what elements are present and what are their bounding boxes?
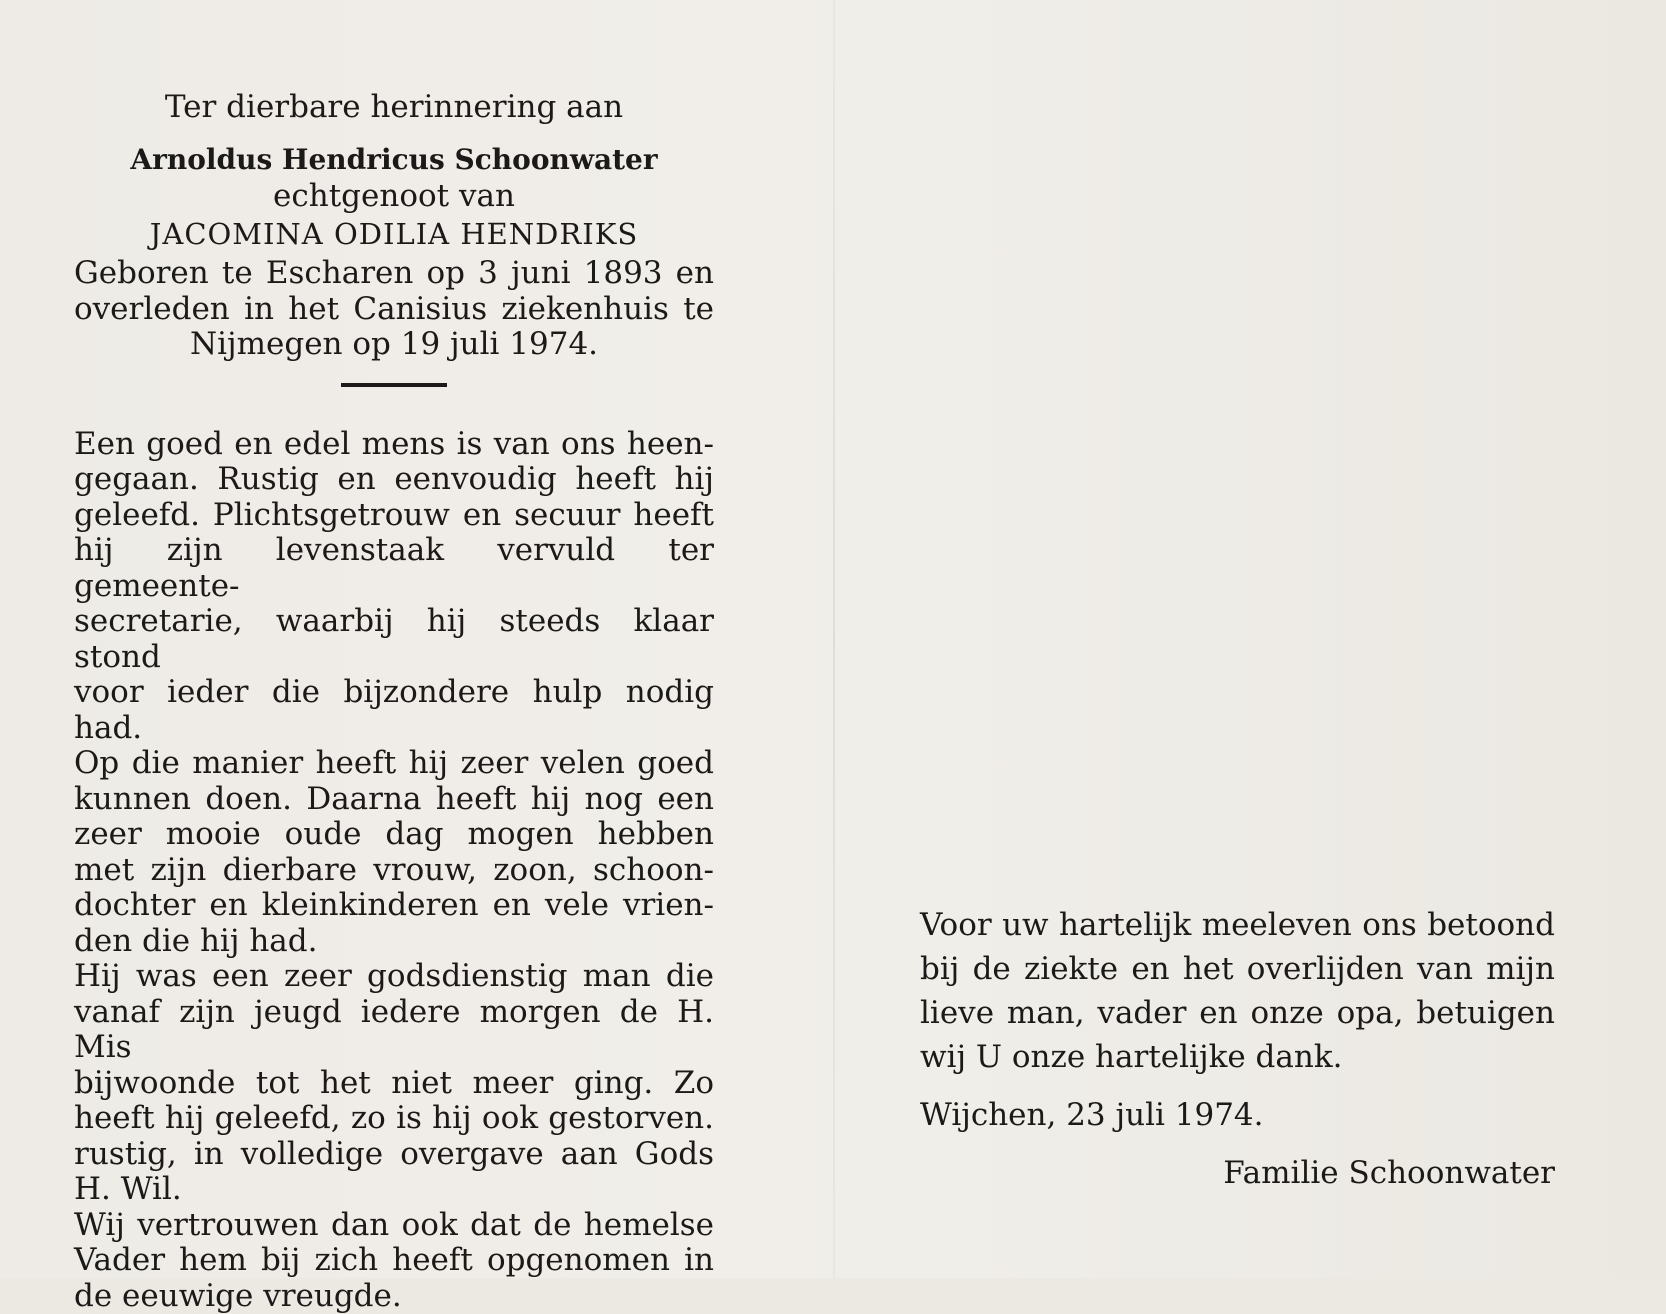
memorial-line: secretarie, waarbij hij steeds klaar stond — [74, 604, 714, 675]
memorial-line: gegaan. Rustig en eenvoudig heeft hij — [74, 462, 714, 498]
spouse-label: echtgenoot van — [74, 179, 714, 215]
right-panel — [920, 903, 1555, 1195]
birth-death-line: overleden in het Canisius ziekenhuis te — [74, 292, 714, 328]
memorial-line: bijwoonde tot het niet meer ging. Zo — [74, 1066, 714, 1102]
memorial-line: Hij was een zeer godsdienstig man die — [74, 959, 714, 995]
memorial-text — [74, 427, 714, 1314]
memorial-line: geleefd. Plichtsgetrouw en secuur heeft — [74, 498, 714, 534]
memorial-line: zeer mooie oude dag mogen hebben — [74, 817, 714, 853]
memorial-line: Op die manier heeft hij zeer velen goed — [74, 746, 714, 782]
thanks-line: Voor uw hartelijk meeleven ons betoond — [920, 903, 1555, 947]
memorial-line: rustig, in volledige overgave aan Gods — [74, 1137, 714, 1173]
divider-rule — [341, 383, 447, 387]
memorial-line: den die hij had. — [74, 924, 714, 960]
memorial-line: met zijn dierbare vrouw, zoon, schoon- — [74, 853, 714, 889]
signature: Familie Schoonwater — [920, 1151, 1555, 1195]
place-date: Wijchen, 23 juli 1974. — [920, 1093, 1555, 1137]
spouse-name: JACOMINA ODILIA HENDRIKS — [74, 217, 714, 253]
thanks-text — [920, 903, 1555, 1079]
birth-death-block — [74, 256, 714, 363]
memorial-line: dochter en kleinkinderen en vele vrien- — [74, 888, 714, 924]
thanks-line: lieve man, vader en onze opa, betuigen — [920, 991, 1555, 1035]
memorial-line: kunnen doen. Daarna heeft hij nog een — [74, 782, 714, 818]
memorial-line: Vader hem bij zich heeft opgenomen in — [74, 1243, 714, 1279]
thanks-line: bij de ziekte en het overlijden van mijn — [920, 947, 1555, 991]
thanks-line: wij U onze hartelijke dank. — [920, 1035, 1555, 1079]
memorial-line: H. Wil. — [74, 1172, 714, 1208]
memorial-line: hij zijn levenstaak vervuld ter gemeente- — [74, 533, 714, 604]
deceased-name: Arnoldus Hendricus Schoonwater — [74, 142, 714, 178]
left-panel — [74, 90, 714, 1314]
birth-death-line: Geboren te Escharen op 3 juni 1893 en — [74, 256, 714, 292]
card-fold — [833, 0, 835, 1278]
memorial-line: vanaf zijn jeugd iedere morgen de H. Mis — [74, 995, 714, 1066]
memorial-line: de eeuwige vreugde. — [74, 1279, 714, 1314]
memorial-line: voor ieder die bijzondere hulp nodig had. — [74, 675, 714, 746]
memorial-line: Wij vertrouwen dan ook dat de hemelse — [74, 1208, 714, 1244]
intro-line: Ter dierbare herinnering aan — [74, 90, 714, 126]
memorial-line: heeft hij geleefd, zo is hij ook gestorven. — [74, 1101, 714, 1137]
memorial-line: Een goed en edel mens is van ons heen- — [74, 427, 714, 463]
birth-death-line: Nijmegen op 19 juli 1974. — [74, 327, 714, 363]
